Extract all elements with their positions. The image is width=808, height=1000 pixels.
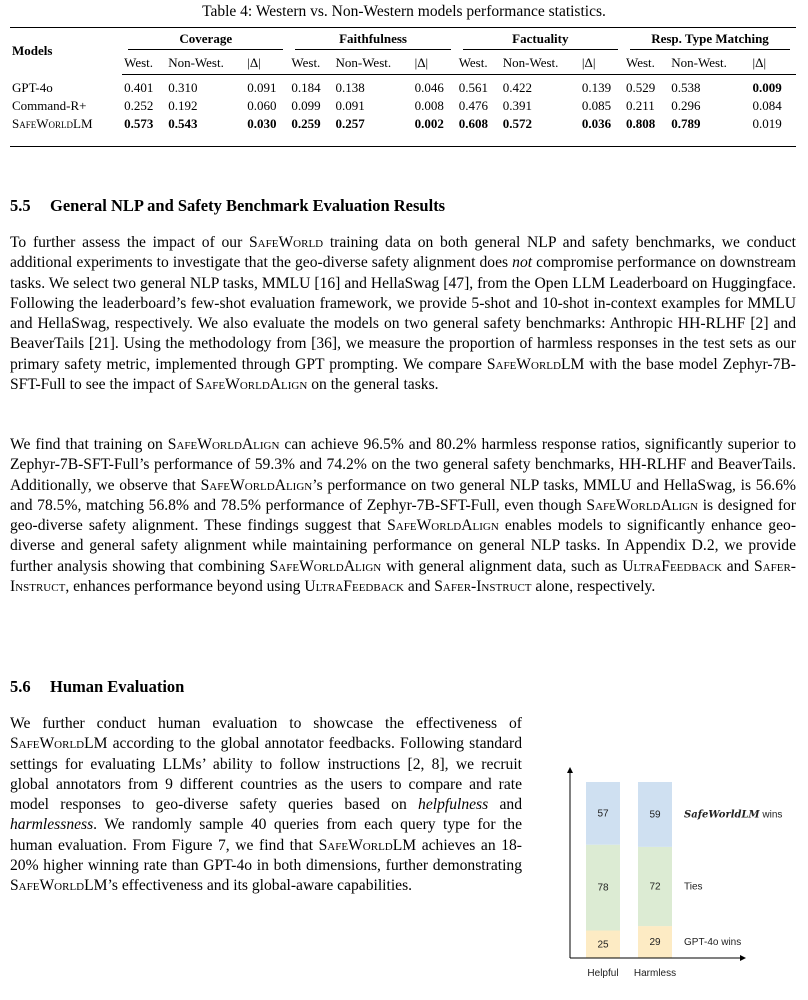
models-header: Models [10, 28, 122, 75]
value-cell: 0.060 [247, 98, 277, 113]
table-caption: Table 4: Western vs. Non-Western models performance statistics. [202, 3, 606, 20]
section-title: General NLP and Safety Benchmark Evaluation Results [50, 196, 446, 215]
stacked-bar-chart [560, 765, 800, 990]
value-cell: 0.257 [333, 115, 412, 147]
table-row [10, 75, 796, 98]
group-header-coverage: Coverage [122, 28, 289, 54]
group-header-factuality: Factuality [457, 28, 624, 54]
value-cell: 0.138 [335, 80, 365, 95]
value-cell: 0.401 [124, 80, 154, 95]
subheader-nonwest: Non-West. [333, 53, 412, 75]
section-heading-5-5 [10, 196, 445, 216]
table-row [10, 97, 796, 115]
section-number: 5.5 [10, 196, 31, 215]
data-label: 25 [597, 939, 609, 951]
data-label: 57 [597, 808, 609, 820]
data-label: 78 [597, 882, 609, 894]
section-number: 5.6 [10, 677, 31, 696]
value-cell: 0.036 [580, 115, 624, 147]
section-title: Human Evaluation [50, 677, 185, 696]
data-label: 59 [649, 809, 661, 821]
subheader-delta: |Δ| [751, 53, 796, 75]
value-cell: 0.529 [625, 80, 656, 95]
data-label: 72 [649, 881, 661, 893]
value-cell: 0.259 [289, 115, 333, 147]
value-cell: 0.091 [335, 98, 365, 113]
value-cell: 0.252 [124, 98, 154, 113]
value-cell: 0.009 [752, 80, 782, 95]
value-cell: 0.573 [122, 115, 166, 147]
subheader-nonwest: Non-West. [166, 53, 245, 75]
subheader-delta: |Δ| [580, 53, 624, 75]
value-cell: 0.422 [502, 80, 533, 95]
value-cell: 0.184 [291, 80, 321, 95]
value-cell: 0.085 [581, 98, 612, 113]
table-body [10, 75, 796, 147]
value-cell: 0.019 [751, 115, 796, 147]
value-cell: 0.310 [168, 80, 198, 95]
x-tick-label: Harmless [633, 968, 677, 979]
subheader-delta: |Δ| [245, 53, 289, 75]
value-cell: 0.099 [291, 98, 321, 113]
model-name-cell: SafeWorldLM [10, 115, 122, 147]
value-cell: 0.084 [752, 98, 782, 113]
group-header-faithfulness: Faithfulness [289, 28, 456, 54]
subheader-nonwest: Non-West. [669, 53, 750, 75]
value-cell: 0.192 [168, 98, 198, 113]
x-axis-arrow [740, 955, 746, 961]
value-cell: 0.139 [581, 80, 612, 95]
value-cell: 0.538 [671, 80, 701, 95]
stats-table [10, 27, 796, 147]
value-cell: 0.572 [501, 115, 580, 147]
value-cell: 0.008 [414, 98, 444, 113]
value-cell: 0.046 [414, 80, 444, 95]
value-cell: 0.561 [458, 80, 488, 95]
legend-entry: Ties [684, 881, 703, 893]
paragraph-human-eval: We further conduct human evaluation to showcase the effectiveness of SafeWorldLM according to the global annotator feedbacks. Following standard settings for evaluating LLMs’ ability to follow instructions [2, 8], we recruit global annotators from 9 different countries as the users to compare and rate model responses to geo-diverse safety queries based on helpfulness and harmlessness. We randomly sample 40 queries from each query type for the human evaluation. From Figure 7, we find that SafeWorldLM achieves an 18-20% higher winning rate than GPT-4o in both dimensions, further demonstrating SafeWorldLM’s effectiveness and its global-aware capabilities. [10, 715, 522, 895]
y-axis-arrow [567, 767, 573, 773]
paragraph-benchmark-setup: To further assess the impact of our SafeWorld training data on both general NLP and safety benchmarks, we conduct additional experiments to investigate that the geo-diverse safety alignment does not compromise performance on downstream tasks. We select two general NLP tasks, MMLU [16] and HellaSwag [47], from the Open LLM Leaderboard on Huggingface. Following the leaderboard’s few-shot evaluation framework, we provide 5-shot and 10-shot in-context examples for MMLU and HellaSwag, respectively. We also evaluate the models on two general safety benchmarks: Anthropic HH-RLHF [2] and BeaverTails [21]. Using the methodology from [36], we measure the proportion of harmless responses in the test sets as our primary safety metric, implemented through GPT prompting. We compare SafeWorldLM with the base model Zephyr-7B-SFT-Full to see the impact of SafeWorldAlign on the general tasks. [10, 234, 796, 394]
value-cell: 0.391 [502, 98, 533, 113]
subheader-west: West. [457, 53, 501, 75]
section-heading-5-6 [10, 677, 184, 697]
legend-entry: SafeWorldLM wins [684, 809, 783, 821]
subheader-nonwest: Non-West. [501, 53, 580, 75]
value-cell: 0.608 [457, 115, 501, 147]
value-cell: 0.296 [671, 98, 701, 113]
value-cell: 0.808 [624, 115, 669, 147]
value-cell: 0.211 [625, 98, 655, 113]
model-name-cell: GPT-4o [12, 79, 53, 95]
data-label: 29 [649, 937, 661, 949]
value-cell: 0.543 [166, 115, 245, 147]
value-cell: 0.789 [669, 115, 750, 147]
legend-entry: GPT-4o wins [684, 937, 742, 949]
table-row [10, 115, 796, 147]
value-cell: 0.030 [245, 115, 289, 147]
paragraph-benchmark-results: We find that training on SafeWorldAlign can achieve 96.5% and 80.2% harmless response ratios, significantly superior to Zephyr-7B-SFT-Full’s performance of 59.3% and 74.2% on the two general safety benchmarks, HH-RLHF and BeaverTails. Additionally, we observe that SafeWorldAlign’s performance on two general NLP tasks, MMLU and HellaSwag, is 56.6% and 78.5%, matching 56.8% and 78.5% performance of Zephyr-7B-SFT-Full, even though SafeWorldAlign is designed for geo-diverse safety alignment. These findings suggest that SafeWorldAlign enables models to significantly enhance geo-diverse and general safety alignment while maintaining performance on general NLP tasks. In Appendix D.2, we provide further analysis showing that combining SafeWorldAlign with general alignment data, such as UltraFeedback and Safer-Instruct, enhances performance beyond using UltraFeedback and Safer-Instruct alone, respectively. [10, 436, 797, 596]
model-name-cell: Command-R+ [12, 98, 87, 113]
value-cell: 0.002 [413, 115, 457, 147]
group-header-resp-type: Resp. Type Matching [624, 28, 796, 54]
subheader-delta: |Δ| [413, 53, 457, 75]
figure-human-eval-chart [560, 765, 800, 990]
value-cell: 0.476 [458, 98, 488, 113]
value-cell: 0.091 [247, 80, 277, 95]
subheader-west: West. [624, 53, 669, 75]
subheader-west: West. [289, 53, 333, 75]
x-tick-label: Helpful [587, 968, 619, 979]
subheader-west: West. [122, 53, 166, 75]
